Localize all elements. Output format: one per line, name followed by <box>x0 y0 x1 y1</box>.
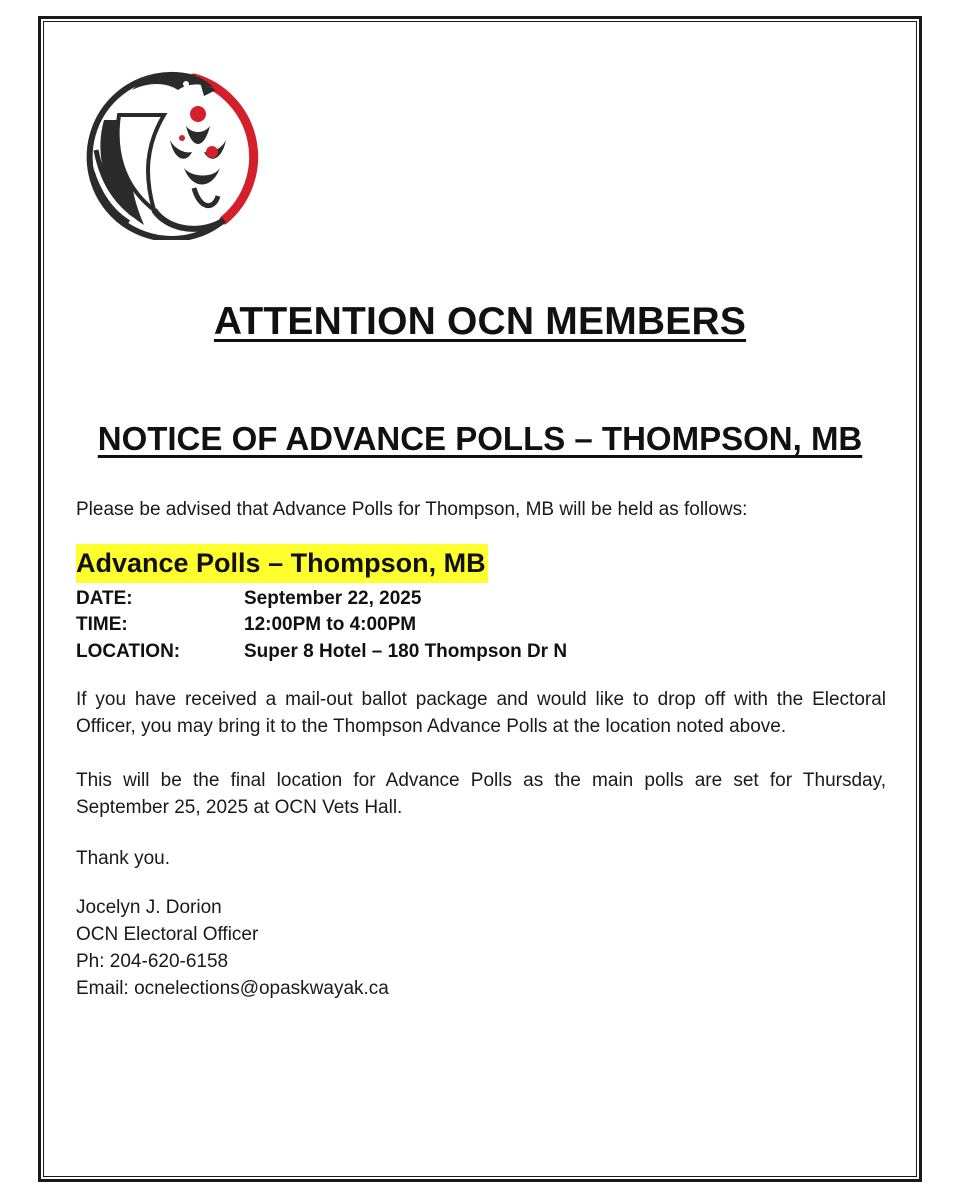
page-title: ATTENTION OCN MEMBERS <box>213 300 747 343</box>
paragraph-mail-ballot: If you have received a mail-out ballot package and would like to drop off with the Electoral Officer, you may bring it to the Thompson Advance Polls at the location noted above. <box>76 689 886 737</box>
notice-title: NOTICE OF ADVANCE POLLS – THOMPSON, MB <box>97 420 863 457</box>
signature-title: OCN Electoral Officer <box>76 924 259 945</box>
detail-label: DATE: <box>76 588 133 609</box>
signature-block <box>76 894 886 1002</box>
detail-value: 12:00PM to 4:00PM <box>244 614 417 635</box>
highlighted-heading: Advance Polls – Thompson, MB <box>76 544 488 583</box>
paragraph-final-location: This will be the final location for Advance Polls as the main polls are set for Thursday, September 25, 2025 at OCN Vets Hall. <box>76 770 886 818</box>
signature-email: Email: ocnelections@opaskwayak.ca <box>76 978 389 999</box>
signature-name: Jocelyn J. Dorion <box>76 897 222 918</box>
intro-text: Please be advised that Advance Polls for Thompson, MB will be held as follows: <box>76 499 748 520</box>
detail-label: TIME: <box>76 614 128 635</box>
detail-value: Super 8 Hotel – 180 Thompson Dr N <box>244 641 568 662</box>
thank-you-text: Thank you. <box>76 848 170 869</box>
signature-phone: Ph: 204-620-6158 <box>76 951 229 972</box>
detail-label: LOCATION: <box>76 641 181 662</box>
detail-value: September 22, 2025 <box>244 588 422 609</box>
eagle-logo-icon <box>74 60 266 240</box>
